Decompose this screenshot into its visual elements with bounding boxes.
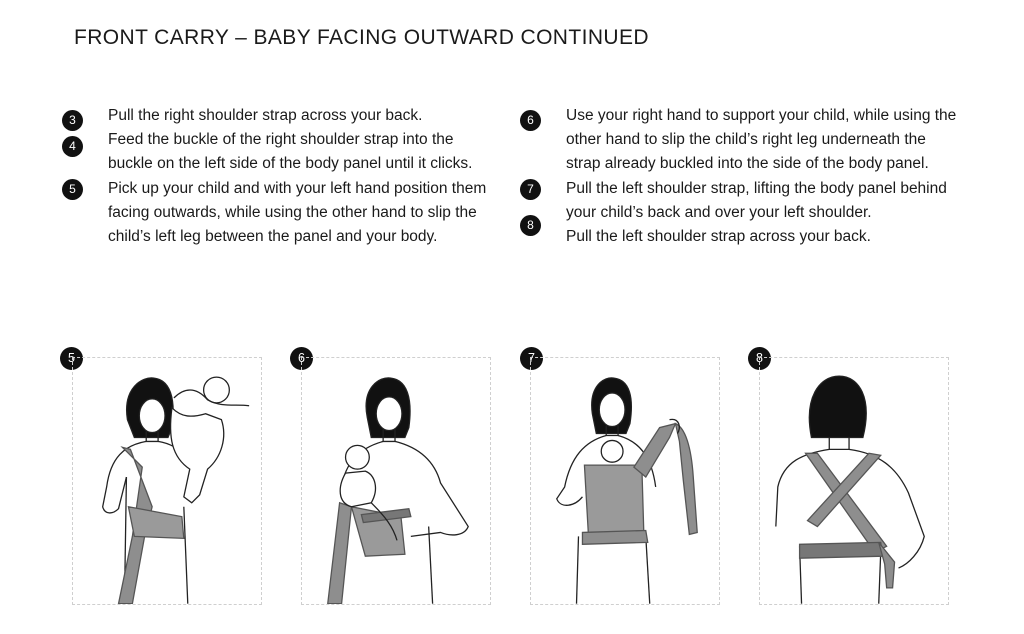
instructions-right-column — [520, 104, 960, 249]
step-number-badge: 3 — [62, 110, 83, 131]
carrier-step-6-illustration — [302, 358, 490, 604]
step-number-badge: 6 — [520, 110, 541, 131]
instructions-left-column — [62, 104, 502, 249]
illustration-panel-7 — [530, 357, 720, 605]
step-text: Use your right hand to support your child, while using the other hand to slip the child’s right leg underneath the strap already buckled into the side of the body panel. — [566, 107, 957, 173]
step-text: Pick up your child and with your left hand position them facing outwards, while using the other hand to slip the child’s left leg between the panel and your body. — [108, 179, 487, 246]
illustration-number-badge: 5 — [60, 347, 83, 370]
step-text: Feed the buckle of the right shoulder strap into the buckle on the left side of the body panel until it clicks. — [108, 131, 473, 173]
illustration-number-badge: 8 — [748, 347, 771, 370]
step-text: Pull the right shoulder strap across your back. — [108, 107, 423, 124]
step-3 — [62, 104, 502, 128]
carrier-step-5-illustration — [73, 358, 261, 604]
page-title: FRONT CARRY – BABY FACING OUTWARD CONTINUED — [74, 26, 649, 49]
step-number-badge: 7 — [520, 179, 541, 200]
illustration-panel-5 — [72, 357, 262, 605]
illustration-number-badge: 6 — [290, 347, 313, 370]
step-number-badge: 4 — [62, 136, 83, 157]
step-5 — [62, 177, 502, 250]
step-4 — [62, 128, 502, 176]
step-number-badge: 5 — [62, 179, 83, 200]
illustration-panel-6 — [301, 357, 491, 605]
step-8 — [520, 218, 960, 249]
step-text: Pull the left shoulder strap across your back. — [566, 228, 871, 246]
illustration-panel-8 — [759, 357, 949, 605]
carrier-step-8-illustration — [760, 358, 948, 604]
step-6 — [520, 104, 960, 177]
step-number-badge: 8 — [520, 215, 541, 236]
illustration-number-badge: 7 — [520, 347, 543, 370]
step-text: Pull the left shoulder strap, lifting the body panel behind your child’s back and over your left shoulder. — [566, 179, 947, 221]
step-7 — [520, 177, 960, 225]
carrier-step-7-illustration — [531, 358, 719, 604]
